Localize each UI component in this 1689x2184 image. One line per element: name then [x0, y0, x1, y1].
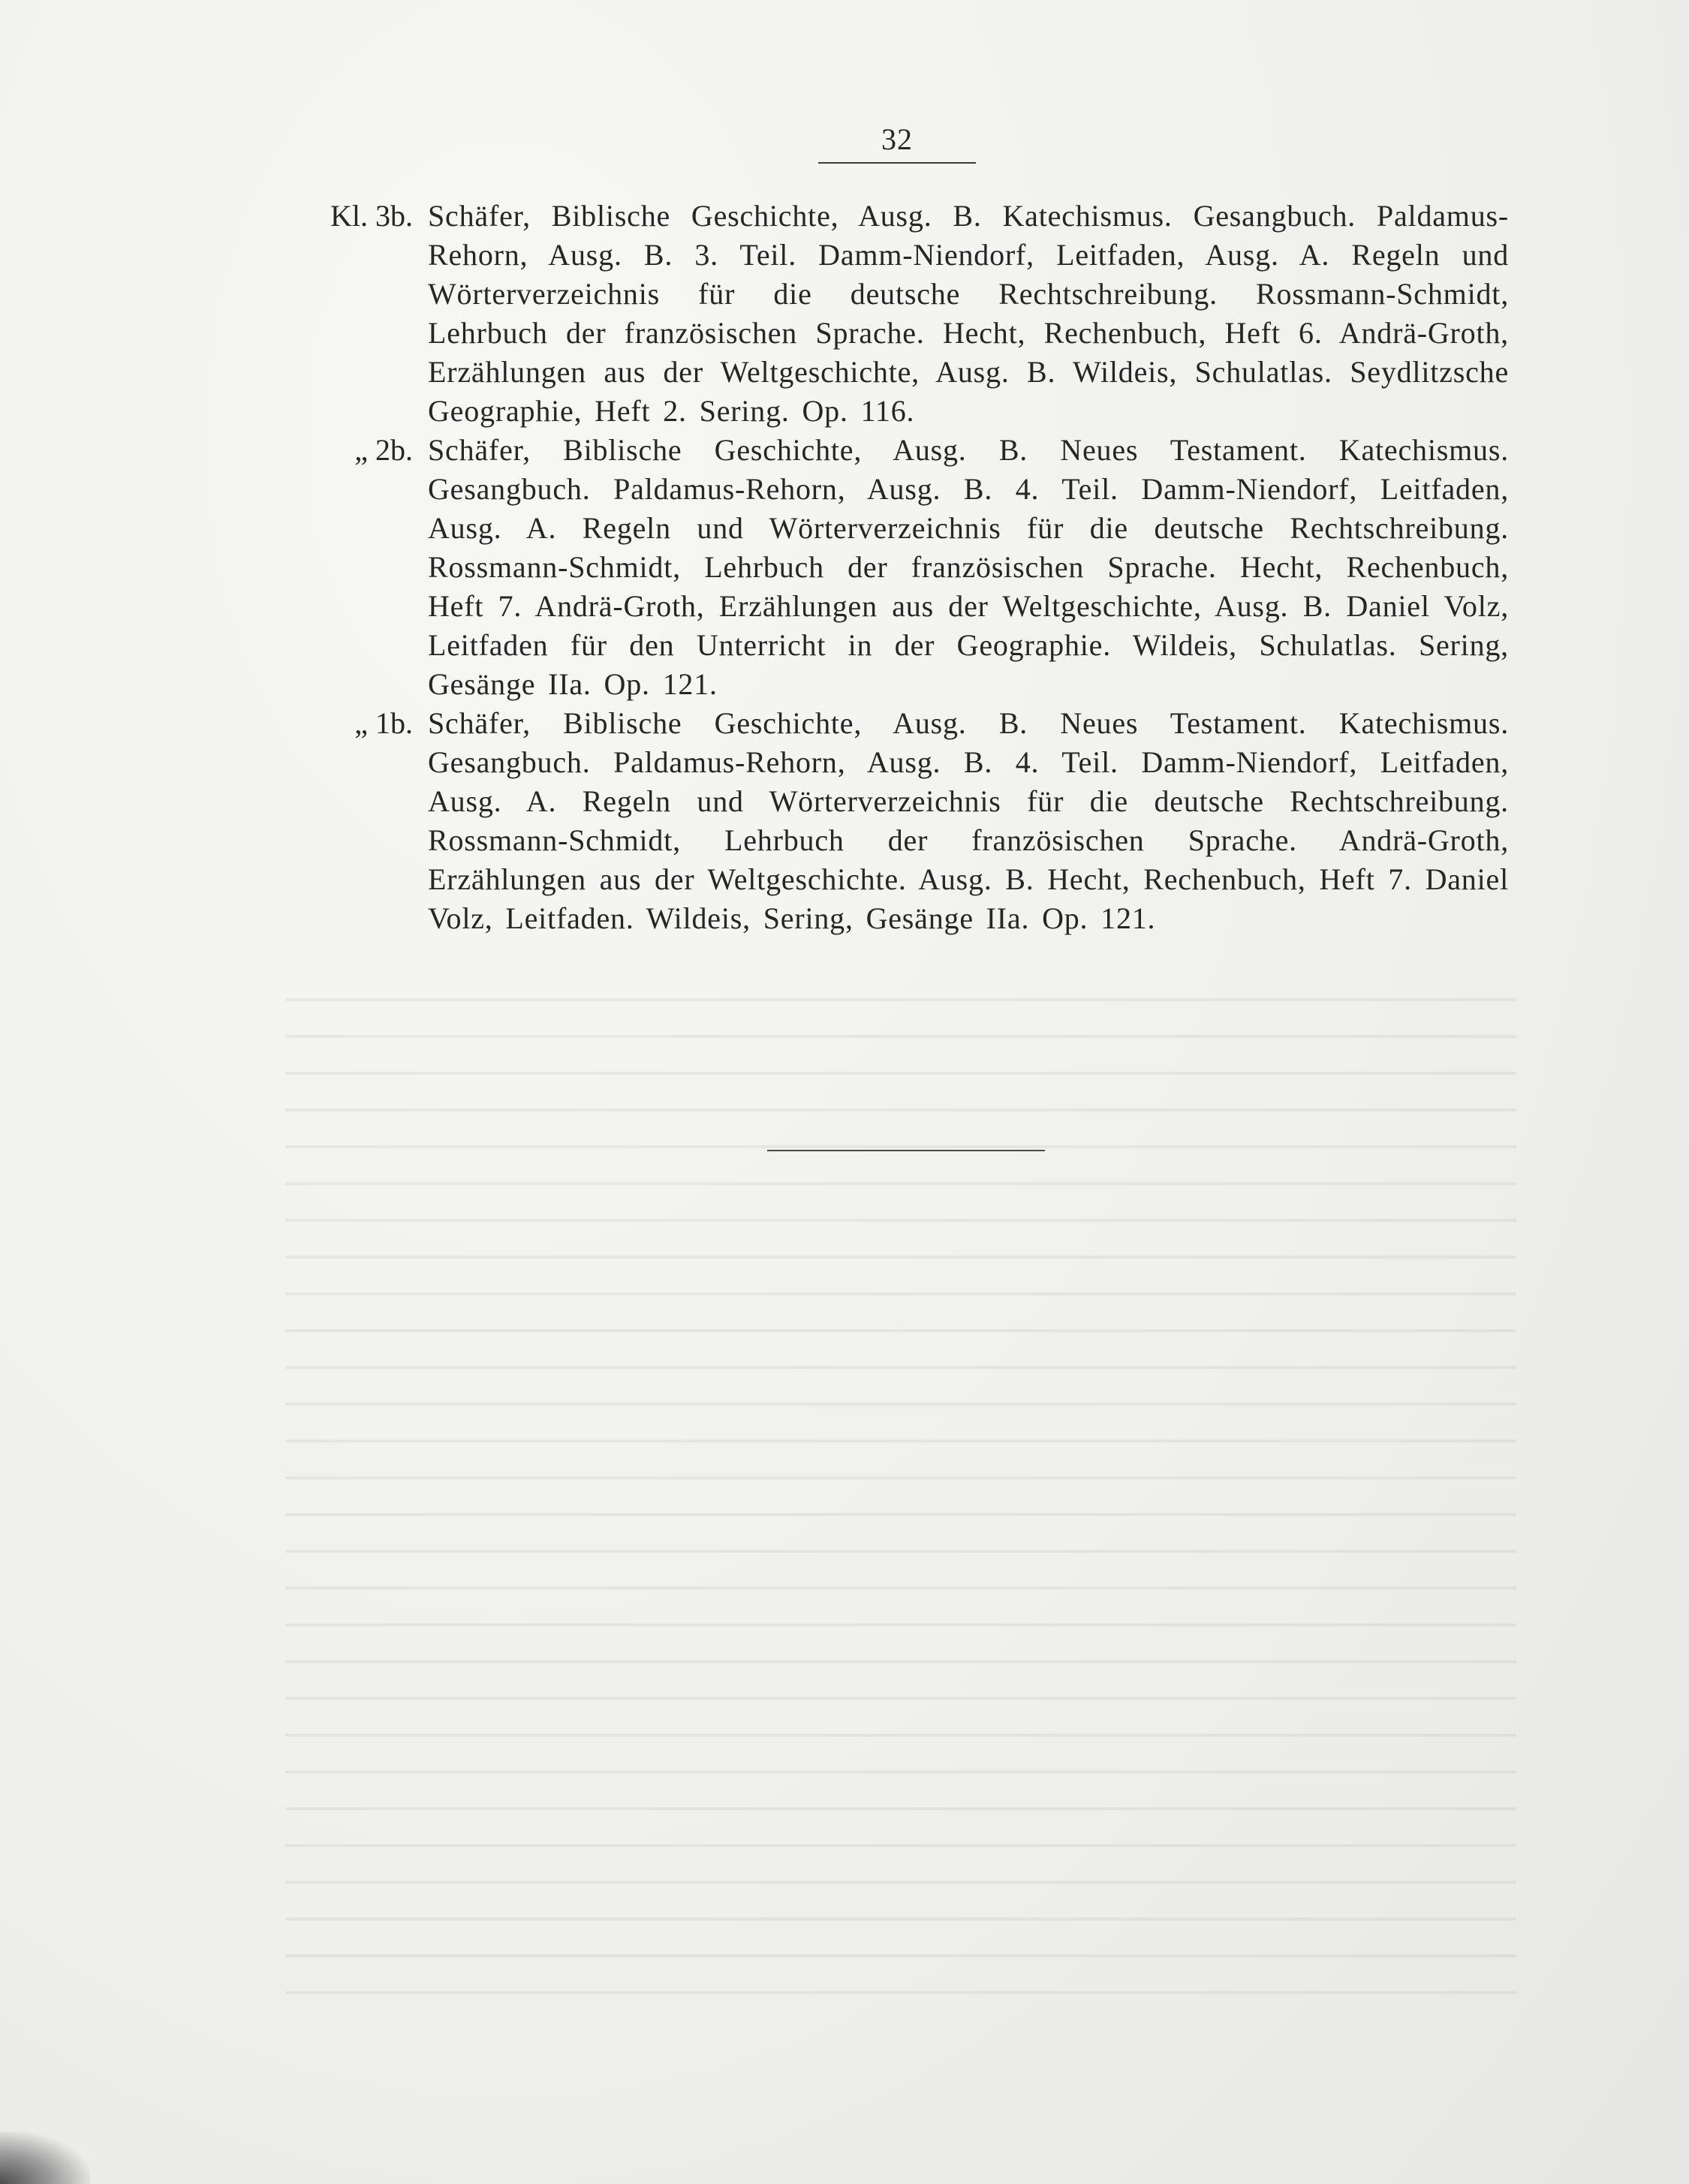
entry-text: Schäfer, Biblische Geschichte, Ausg. B. Neues Testament. Katechismus. Gesangbuch. Paldamus-Rehorn, Ausg. B. 4. Teil. Damm-Niendorf, Leitfaden, Ausg. A. Regeln und Wörterverzeichnis für die deutsche Rechtschreibung. Rossmann-Schmidt, Lehrbuch der französischen Sprache. Andrä-Groth, Erzählungen aus der Weltgeschichte. Ausg. B. Hecht, Rechenbuch, Heft 7. Daniel Volz, Leitfaden. Wildeis, Sering, Gesänge IIa. Op. 121. [428, 706, 1509, 935]
booklist [278, 197, 1516, 938]
page-number: 32 [881, 122, 913, 156]
booklist-entry-2b [278, 431, 1516, 704]
entry-class-label: Kl. 3b. [330, 199, 413, 233]
entry-class-label: „ 2b. [354, 433, 413, 467]
booklist-entry-kl-3b [278, 197, 1516, 431]
bleed-through-texture [285, 976, 1516, 2011]
entry-text: Schäfer, Biblische Geschichte, Ausg. B. Neues Testament. Katechismus. Gesangbuch. Paldamus-Rehorn, Ausg. B. 4. Teil. Damm-Niendorf, Leitfaden, Ausg. A. Regeln und Wörterverzeichnis für die deutsche Rechtschreibung. Rossmann-Schmidt, Lehrbuch der französischen Sprache. Hecht, Rechenbuch, Heft 7. Andrä-Groth, Erzählungen aus der Weltgeschichte, Ausg. B. Daniel Volz, Leitfaden für den Unterricht in der Geographie. Wildeis, Schulatlas. Sering, Gesänge IIa. Op. 121. [428, 433, 1509, 701]
booklist-entry-1b [278, 704, 1516, 938]
entry-text: Schäfer, Biblische Geschichte, Ausg. B. Katechismus. Gesangbuch. Paldamus-Rehorn, Ausg. B. 3. Teil. Damm-Niendorf, Leitfaden, Ausg. A. Regeln und Wörterverzeichnis für die deutsche Rechtschreibung. Rossmann-Schmidt, Lehrbuch der französischen Sprache. Hecht, Rechenbuch, Heft 6. Andrä-Groth, Erzählungen aus der Weltgeschichte, Ausg. B. Wildeis, Schulatlas. Seydlitzsche Geographie, Heft 2. Sering. Op. 116. [428, 199, 1509, 428]
scan-corner-shadow [0, 2131, 90, 2184]
entry-class-label: „ 1b. [354, 706, 413, 740]
page-number-rule [818, 162, 976, 164]
